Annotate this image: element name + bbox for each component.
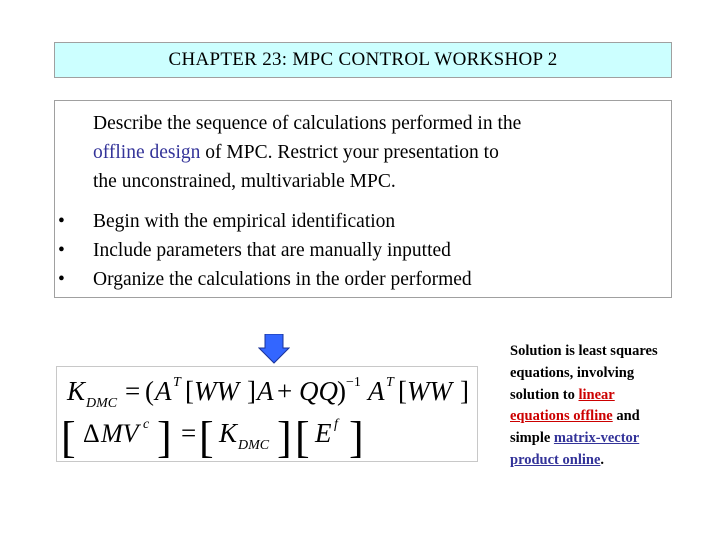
svg-text:WW: WW: [407, 376, 452, 406]
svg-text:[: [: [199, 413, 214, 462]
svg-text:E: E: [315, 418, 332, 448]
note-text-3: .: [600, 451, 605, 468]
svg-text:=: =: [181, 418, 197, 448]
svg-text:]: ]: [157, 413, 172, 462]
svg-text:T: T: [173, 375, 181, 390]
intro-line-1: Describe the sequence of calculations performed in the: [93, 113, 522, 134]
svg-text:(: (: [145, 376, 154, 406]
svg-text:QQ: QQ: [299, 376, 338, 406]
svg-text:=: =: [125, 376, 141, 406]
svg-text:K: K: [219, 418, 238, 448]
svg-text:DMC: DMC: [238, 438, 270, 453]
formula-equations: [57, 367, 479, 463]
svg-text:K: K: [67, 376, 86, 406]
svg-text:MV: MV: [101, 419, 139, 448]
svg-text:]: ]: [247, 376, 256, 406]
formula-box: [56, 366, 478, 462]
down-arrow-icon: [258, 334, 290, 364]
task-box: [54, 100, 672, 298]
svg-text:[: [: [295, 413, 310, 462]
solution-note: [510, 341, 670, 472]
note-highlight-offline: linear equations offline: [510, 386, 615, 425]
svg-text:A: A: [368, 376, 385, 406]
svg-text:c: c: [143, 417, 150, 432]
svg-text:DMC: DMC: [86, 396, 118, 411]
note-highlight-online: matrix-vector product online: [510, 430, 640, 468]
note-text-2: and simple: [510, 408, 640, 447]
svg-text:T: T: [386, 375, 394, 390]
svg-text:[: [: [185, 376, 194, 406]
intro-text: [93, 109, 663, 196]
bullet-item: [58, 207, 472, 236]
svg-text:): ): [337, 376, 346, 406]
svg-text:A: A: [155, 376, 172, 406]
title-banner: [54, 42, 672, 78]
svg-text:WW: WW: [194, 376, 239, 406]
svg-text:]: ]: [460, 376, 469, 406]
svg-text:A: A: [257, 376, 274, 406]
bullet-dot: •: [58, 269, 65, 290]
svg-text:Δ: Δ: [83, 419, 100, 448]
note-text-1: Solution is least squares equations, involving solution to: [510, 343, 658, 403]
svg-text:]: ]: [277, 413, 292, 462]
svg-text:−1: −1: [346, 375, 361, 390]
svg-text:[: [: [61, 413, 76, 462]
bullet-text: Include parameters that are manually inputted: [93, 240, 451, 261]
bullet-dot: •: [58, 211, 65, 232]
intro-line-3: the unconstrained, multivariable MPC.: [93, 171, 396, 192]
svg-text:+: +: [277, 376, 293, 406]
bullet-text: Begin with the empirical identification: [93, 211, 396, 232]
intro-highlight: offline design: [93, 142, 201, 163]
page-title: CHAPTER 23: MPC CONTROL WORKSHOP 2: [168, 49, 558, 70]
svg-text:f: f: [334, 417, 338, 432]
bullet-item: [58, 236, 472, 265]
bullet-list: [58, 207, 472, 294]
intro-line-2: of MPC. Restrict your presentation to: [200, 142, 499, 163]
svg-text:[: [: [398, 376, 407, 406]
bullet-item: [58, 265, 472, 294]
svg-text:]: ]: [349, 413, 364, 462]
bullet-dot: •: [58, 240, 65, 261]
bullet-text: Organize the calculations in the order performed: [93, 269, 472, 290]
